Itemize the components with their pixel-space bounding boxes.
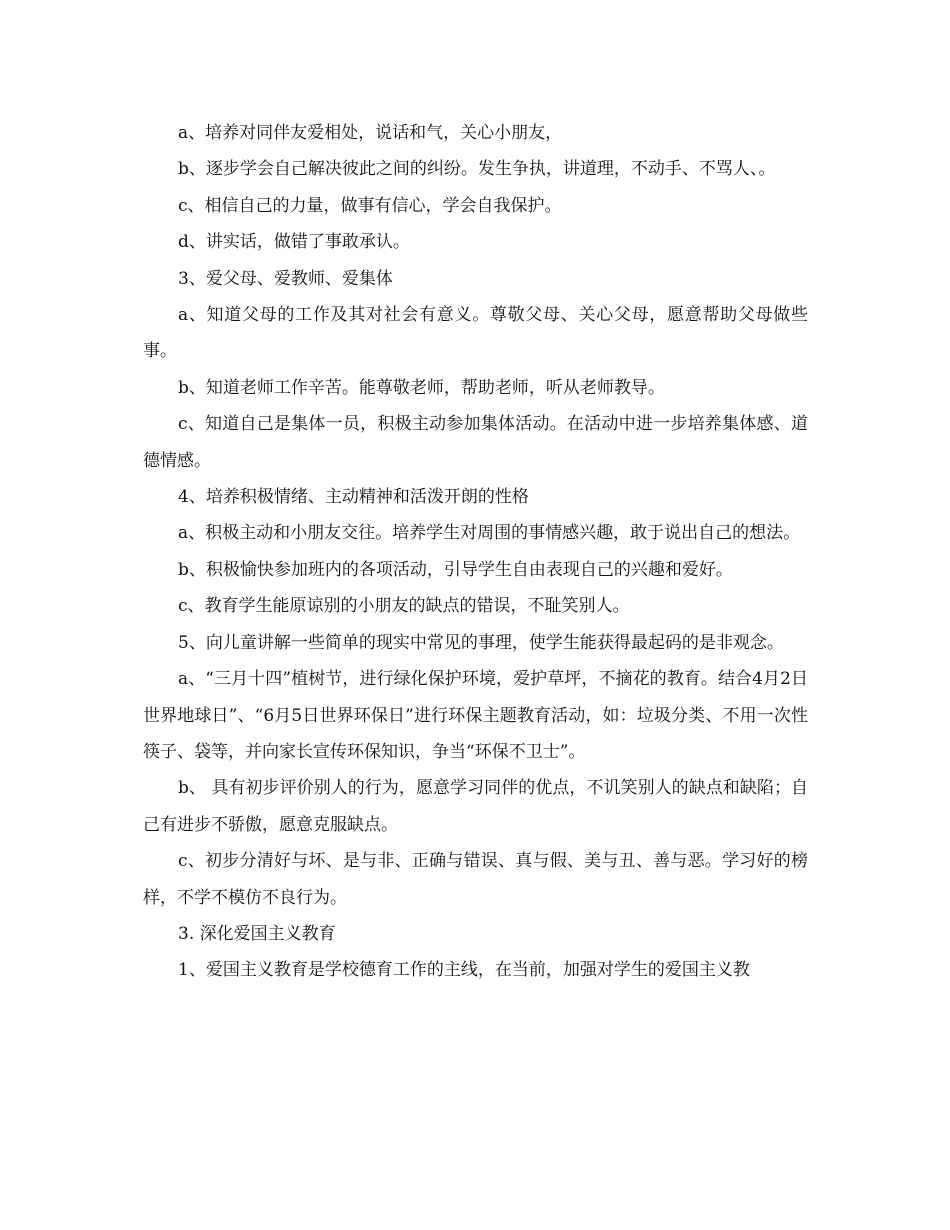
section-heading: 3. 深化爱国主义教育: [178, 923, 336, 944]
paragraph: b、逐步学会自己解决彼此之间的纠纷。发生争执，讲道理，不动手、不骂人、。: [178, 159, 776, 180]
paragraph: b、积极愉快参加班内的各项活动，引导学生自由表现自己的兴趣和爱好。: [178, 559, 733, 580]
paragraph: b、知道老师工作辛苦。能尊敬老师，帮助老师，听从老师教导。: [178, 377, 665, 398]
paragraph: b、 具有初步评价别人的行为，愿意学习同伴的优点，不讥笑别人的缺点和缺陷；自己有进步不骄傲，愿意克服缺点。: [143, 778, 808, 835]
section-heading: 4、培养积极情绪、主动精神和活泼开朗的性格: [178, 487, 529, 508]
paragraph: a、培养对同伴友爱相处，说话和气，关心小朋友，: [178, 123, 563, 143]
paragraph: a、“三月十四”植树节，进行绿化保护环境，爱护草坪，不摘花的教育。结合4月2日世界地球日”、“6月5日世界环保日”进行环保主题教育活动，如：垃圾分类、不用一次性筷子、袋等，并向家长宣传环保知识，争当“环保不卫士”。: [143, 669, 808, 762]
section-heading: 3、爱父母、爱教师、爱集体: [178, 268, 393, 289]
document-body: [143, 115, 808, 989]
paragraph: a、积极主动和小朋友交往。培养学生对周围的事情感兴趣，敢于说出自己的想法。: [178, 523, 801, 544]
paragraph: c、初步分清好与坏、是与非、正确与错误、真与假、美与丑、善与恶。学习好的榜样，不学不模仿不良行为。: [143, 851, 808, 908]
paragraph: 1、爱国主义教育是学校德育工作的主线，在当前，加强对学生的爱国主义教: [178, 960, 750, 981]
paragraph: c、相信自己的力量，做事有信心，学会自我保护。: [178, 195, 562, 216]
paragraph: c、教育学生能原谅别的小朋友的缺点的错误，不耻笑别人。: [178, 596, 630, 617]
paragraph: c、知道自己是集体一员，积极主动参加集体活动。在活动中进一步培养集体感、道德情感。: [143, 414, 808, 471]
paragraph: a、知道父母的工作及其对社会有意义。尊敬父母、关心父母，愿意帮助父母做些事。: [143, 305, 808, 362]
section-heading: 5、向儿童讲解一些简单的现实中常见的事理，使学生能获得最起码的是非观念。: [178, 632, 784, 653]
paragraph: d、讲实话，做错了事敢承认。: [178, 232, 410, 253]
